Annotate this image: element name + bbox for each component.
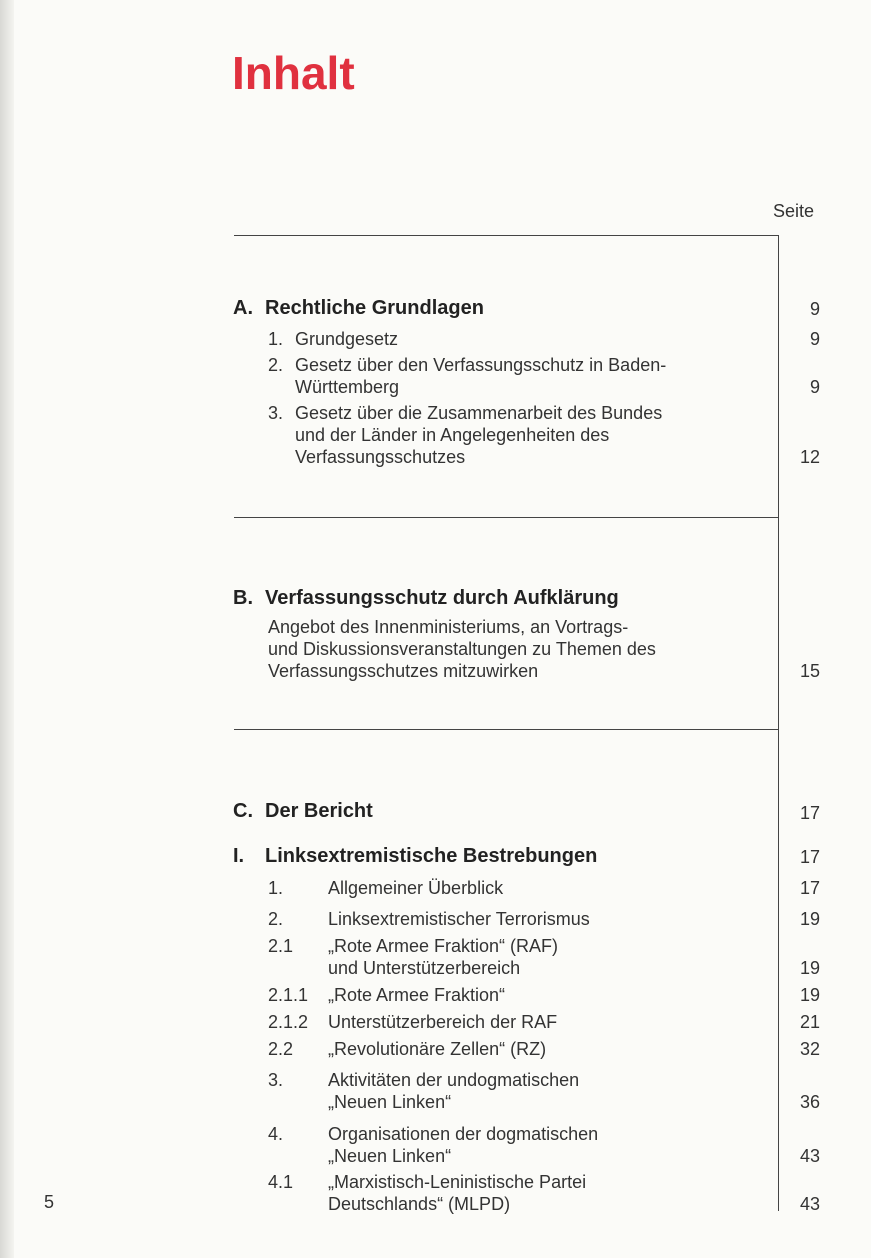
section-a-label: A. [233, 297, 253, 319]
section-c-label: C. [233, 800, 253, 822]
toc-item-text: Aktivitäten der undogmatischen [328, 1070, 580, 1090]
page-title: Inhalt [232, 47, 355, 99]
section-b-page: 15 [799, 661, 820, 681]
toc-item-num: 4. [268, 1124, 284, 1144]
toc-item-text: Allgemeiner Überblick [328, 878, 504, 898]
page-edge-shadow [0, 0, 14, 1258]
rule-vertical-c [778, 729, 779, 1211]
toc-item-page: 12 [799, 447, 820, 467]
toc-item-text: Gesetz über den Verfassungsschutz in Baden- [295, 355, 667, 375]
toc-item-text: „Neuen Linken“ [328, 1146, 452, 1166]
toc-item-text: „Rote Armee Fraktion“ (RAF) [328, 936, 559, 956]
section-b-label: B. [233, 587, 253, 609]
rule-vertical-a [778, 235, 779, 518]
toc-item-text: „Rote Armee Fraktion“ [328, 985, 506, 1005]
section-b-text: und Diskussionsveranstaltungen zu Themen des [268, 639, 656, 659]
toc-item-text: „Marxistisch-Leninistische Partei [328, 1172, 587, 1192]
toc-item-num: 2.1.1 [268, 985, 309, 1005]
toc-item-num: 1. [268, 878, 284, 898]
rule-b-c [234, 729, 779, 730]
toc-item-num: 3. [268, 1070, 284, 1090]
toc-item-num: 2.1 [268, 936, 294, 956]
toc-item-page: 43 [799, 1194, 820, 1214]
toc-item-text: Grundgesetz [295, 329, 399, 349]
toc-item-num: 2.2 [268, 1039, 294, 1059]
toc-item-text: Verfassungsschutzes [295, 447, 466, 467]
toc-item-page: 32 [799, 1039, 820, 1059]
toc-item-num: 1. [268, 329, 284, 349]
toc-item-page: 21 [799, 1012, 820, 1032]
toc-item-page: 19 [799, 958, 820, 978]
page-column-label: Seite [773, 201, 815, 221]
toc-item-text: Gesetz über die Zusammenarbeit des Bundes [295, 403, 663, 423]
section-b-text: Angebot des Innenministeriums, an Vortrags- [268, 617, 629, 637]
toc-item-page: 36 [799, 1092, 820, 1112]
toc-item-text: und Unterstützerbereich [328, 958, 521, 978]
section-i-page: 17 [799, 847, 820, 867]
toc-item-text: Linksextremistischer Terrorismus [328, 909, 590, 929]
section-a-page: 9 [809, 299, 820, 319]
toc-item-text: Unterstützerbereich der RAF [328, 1012, 558, 1032]
section-a-title: Rechtliche Grundlagen [265, 297, 484, 319]
toc-item-num: 2. [268, 909, 284, 929]
toc-item-text: Deutschlands“ (MLPD) [328, 1194, 511, 1214]
section-i-label: I. [233, 845, 245, 867]
toc-item-page: 19 [799, 985, 820, 1005]
toc-item-text: und der Länder in Angelegenheiten des [295, 425, 610, 445]
section-c-title: Der Bericht [265, 800, 373, 822]
toc-item-text: Württemberg [295, 377, 400, 397]
toc-item-page: 43 [799, 1146, 820, 1166]
toc-item-num: 3. [268, 403, 284, 423]
toc-item-num: 2. [268, 355, 284, 375]
toc-item-text: Organisationen der dogmatischen [328, 1124, 599, 1144]
toc-item-page: 19 [799, 909, 820, 929]
toc-item-text: „Neuen Linken“ [328, 1092, 452, 1112]
rule-a-b [234, 517, 779, 518]
rule-vertical-b [778, 517, 779, 730]
section-b-title: Verfassungsschutz durch Aufklärung [265, 587, 619, 609]
page-number: 5 [44, 1192, 55, 1212]
toc-item-page: 9 [809, 377, 820, 397]
rule-top [234, 235, 779, 236]
section-c-page: 17 [799, 803, 820, 823]
toc-item-num: 4.1 [268, 1172, 294, 1192]
toc-item-page: 9 [809, 329, 820, 349]
toc-item-text: „Revolutionäre Zellen“ (RZ) [328, 1039, 547, 1059]
toc-item-page: 17 [799, 878, 820, 898]
section-i-title: Linksextremistische Bestrebungen [265, 845, 598, 867]
section-b-text: Verfassungsschutzes mitzuwirken [268, 661, 539, 681]
toc-item-num: 2.1.2 [268, 1012, 309, 1032]
